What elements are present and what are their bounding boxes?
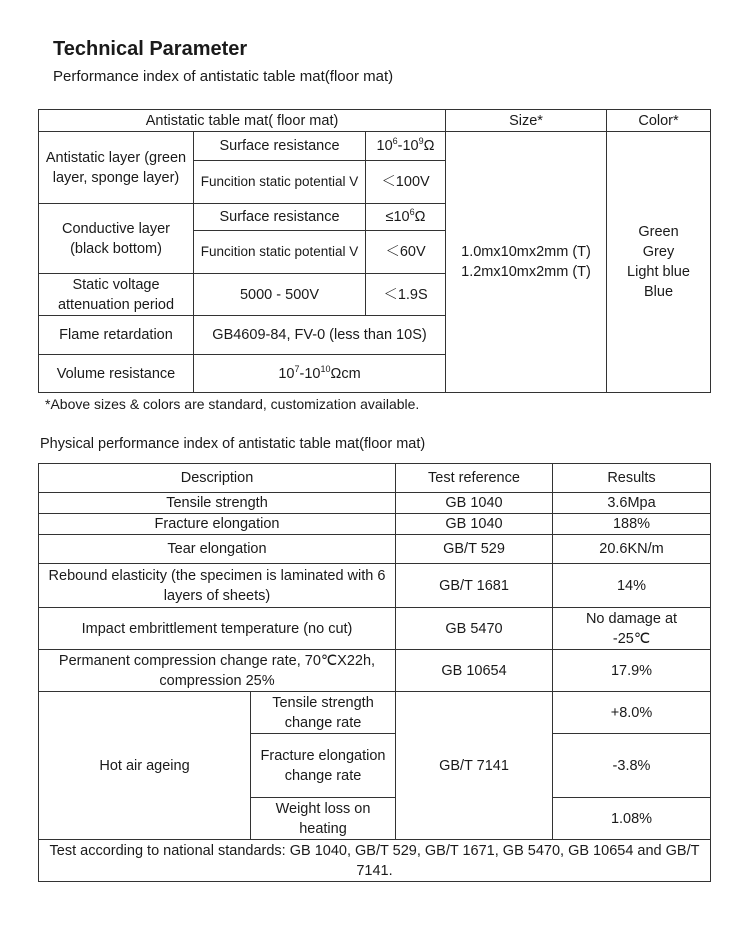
size-item: 1.2mx10mx2mm (T) xyxy=(461,264,591,280)
row-description: Impact embrittlement temperature (no cut) xyxy=(39,608,396,650)
row-reference: GB 1040 xyxy=(396,514,553,535)
size-item: 1.0mx10mx2mm (T) xyxy=(461,244,591,260)
hot-air-item: Weight loss on heating xyxy=(251,798,396,840)
customization-note: *Above sizes & colors are standard, customization available. xyxy=(45,396,420,412)
flame-retardation-label: Flame retardation xyxy=(39,316,194,355)
row-description: Fracture elongation xyxy=(39,514,396,535)
row-result: 3.6Mpa xyxy=(553,493,711,514)
size-cell xyxy=(446,132,607,393)
row-result: 188% xyxy=(553,514,711,535)
color-cell xyxy=(607,132,711,393)
color-item: Grey xyxy=(642,244,675,260)
table-header-product: Antistatic table mat( floor mat) xyxy=(39,110,446,132)
conductive-surface-resistance-value: $\le 10^6\Omega$ xyxy=(366,204,446,231)
antistatic-surface-resistance-label: Surface resistance xyxy=(194,132,366,161)
conductive-potential-label: Funcition static potential V xyxy=(194,231,366,274)
color-item: Green xyxy=(638,224,679,240)
row-reference: GB/T 1681 xyxy=(396,564,553,608)
volume-resistance-value: $10^7-10^{10}\Omega cm$ xyxy=(194,355,446,393)
row-description: Tensile strength xyxy=(39,493,396,514)
row-reference: GB 5470 xyxy=(396,608,553,650)
page-title: Technical Parameter xyxy=(53,38,248,60)
row-reference: GB/T 529 xyxy=(396,535,553,564)
flame-retardation-value: GB4609-84, FV-0 (less than 10S) xyxy=(194,316,446,355)
row-result: 14% xyxy=(553,564,711,608)
hot-air-item: Tensile strength change rate xyxy=(251,692,396,734)
hot-air-result: +8.0% xyxy=(553,692,711,734)
antistatic-potential-label: Funcition static potential V xyxy=(194,161,366,204)
performance-table xyxy=(38,109,711,393)
static-voltage-value: ＜1.9S xyxy=(366,274,446,316)
volume-resistance-label: Volume resistance xyxy=(39,355,194,393)
conductive-layer-label: Conductive layer (black bottom) xyxy=(39,204,194,274)
row-result: 20.6KN/m xyxy=(553,535,711,564)
row-result: No damage at -25℃ xyxy=(553,608,711,650)
static-voltage-range: 5000 - 500V xyxy=(194,274,366,316)
table-header-color: Color* xyxy=(607,110,711,132)
antistatic-potential-value: ＜100V xyxy=(366,161,446,204)
row-description: Tear elongation xyxy=(39,535,396,564)
header-test-reference: Test reference xyxy=(396,464,553,493)
row-description: Rebound elasticity (the specimen is laminated with 6 layers of sheets) xyxy=(39,564,396,608)
antistatic-layer-label: Antistatic layer (green layer, sponge layer) xyxy=(39,132,194,204)
row-reference: GB 1040 xyxy=(396,493,553,514)
standards-footer: Test according to national standards: GB 1040, GB/T 529, GB/T 1671, GB 5470, GB 10654 and GB/T 7141. xyxy=(39,840,711,882)
physical-subtitle: Physical performance index of antistatic table mat(floor mat) xyxy=(40,436,426,452)
static-voltage-label: Static voltage attenuation period xyxy=(39,274,194,316)
hot-air-item: Fracture elongation change rate xyxy=(251,734,396,798)
color-item: Blue xyxy=(643,284,674,300)
antistatic-surface-resistance-value: $10^6-10^9\Omega$ xyxy=(366,132,446,161)
physical-table xyxy=(38,463,711,882)
table-header-size: Size* xyxy=(446,110,607,132)
performance-subtitle: Performance index of antistatic table mat(floor mat) xyxy=(53,68,394,85)
row-result: 17.9% xyxy=(553,650,711,692)
hot-air-result: -3.8% xyxy=(553,734,711,798)
hot-air-reference: GB/T 7141 xyxy=(396,692,553,840)
conductive-surface-resistance-label: Surface resistance xyxy=(194,204,366,231)
conductive-potential-value: ＜60V xyxy=(366,231,446,274)
row-reference: GB 10654 xyxy=(396,650,553,692)
header-results: Results xyxy=(553,464,711,493)
row-description: Permanent compression change rate, 70℃X22h, compression 25% xyxy=(39,650,396,692)
hot-air-result: 1.08% xyxy=(553,798,711,840)
color-item: Light blue xyxy=(627,264,690,280)
hot-air-ageing-label: Hot air ageing xyxy=(39,692,251,840)
header-description: Description xyxy=(39,464,396,493)
